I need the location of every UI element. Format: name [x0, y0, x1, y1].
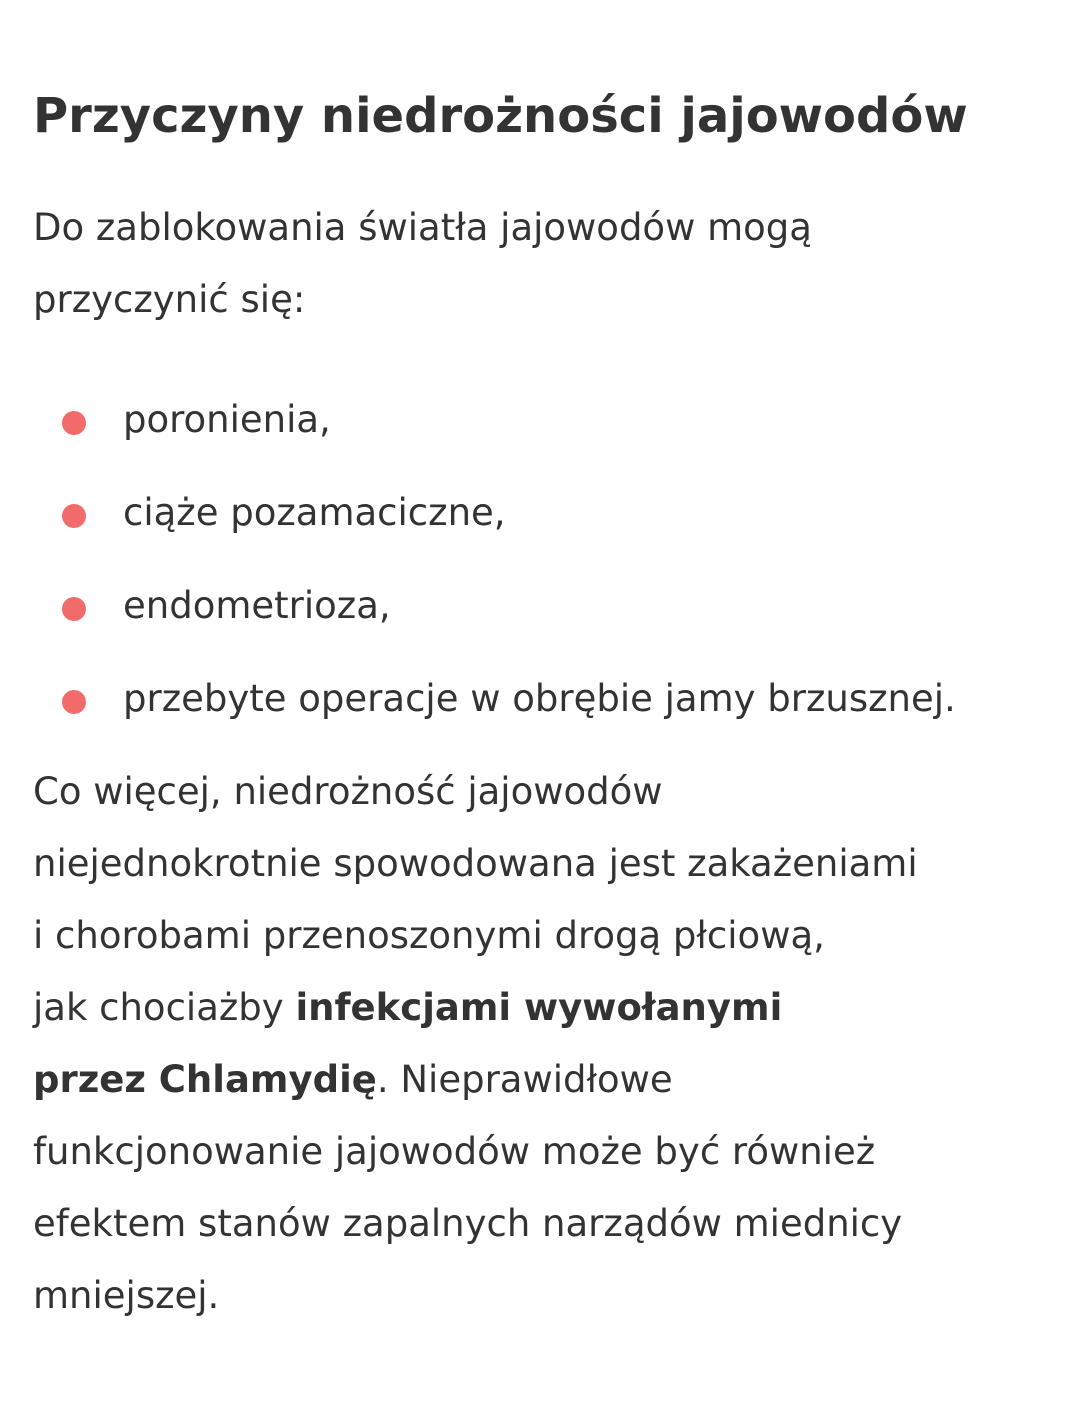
- emphasis-text: przez Chlamydię: [33, 1058, 377, 1101]
- list-item: [33, 477, 956, 570]
- list-item-text: ciąże pozamaciczne,: [123, 491, 506, 534]
- body-line: Co więcej, niedrożność jajowodów: [33, 770, 663, 813]
- body-line: i chorobami przenoszonymi drogą płciową,: [33, 914, 825, 957]
- list-item-text: poronienia,: [123, 398, 331, 441]
- body-text: jak chociażby: [33, 986, 296, 1029]
- bullet-icon: [62, 411, 86, 435]
- article-heading: Przyczyny niedrożności jajowodów: [33, 88, 968, 144]
- body-line: efektem stanów zapalnych narządów miednicy: [33, 1202, 903, 1245]
- body-line: funkcjonowanie jajowodów może być również: [33, 1130, 876, 1173]
- list-item: [33, 663, 956, 756]
- body-paragraph: [33, 756, 918, 1332]
- body-line: niejednokrotnie spowodowana jest zakażeniami: [33, 842, 918, 885]
- intro-paragraph: [33, 192, 812, 336]
- list-item: [33, 570, 956, 663]
- body-line: mniejszej.: [33, 1274, 220, 1317]
- list-item-text: przebyte operacje w obrębie jamy brzusznej.: [123, 677, 956, 720]
- list-item-text: endometrioza,: [123, 584, 391, 627]
- bullet-icon: [62, 690, 86, 714]
- bullet-icon: [62, 597, 86, 621]
- causes-list: [33, 384, 956, 756]
- list-item: [33, 384, 956, 477]
- body-text: . Nieprawidłowe: [376, 1058, 673, 1101]
- intro-line: Do zablokowania światła jajowodów mogą: [33, 206, 812, 249]
- body-line: [33, 972, 918, 1044]
- emphasis-text: infekcjami wywołanymi: [295, 986, 783, 1029]
- body-line: [33, 1044, 918, 1116]
- intro-line: przyczynić się:: [33, 278, 306, 321]
- bullet-icon: [62, 504, 86, 528]
